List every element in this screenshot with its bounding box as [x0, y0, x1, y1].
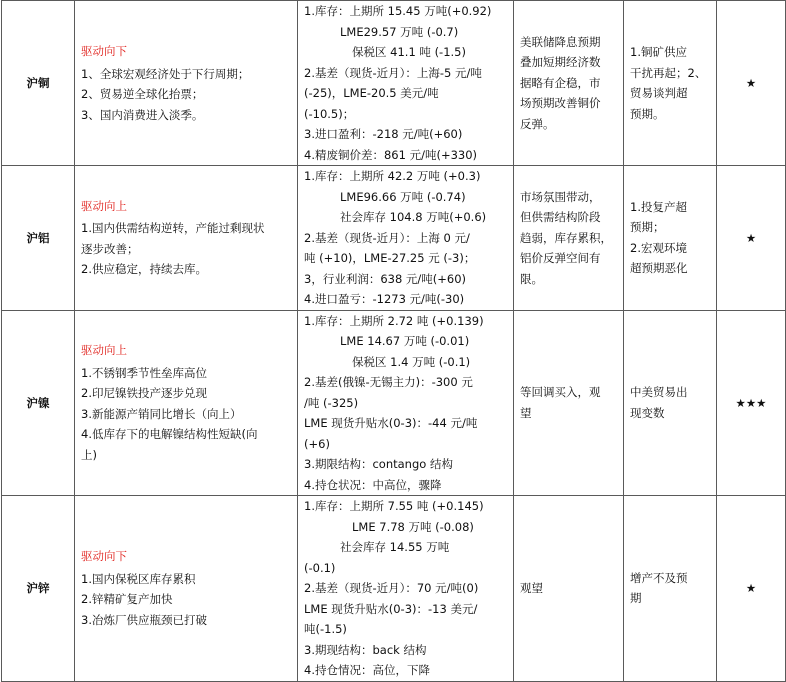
- fundamental-line: 1.库存：上期所 42.2 万吨 (+0.3): [304, 169, 481, 183]
- view-line: 美联储降息预期: [520, 34, 601, 49]
- table-row-zinc: [2, 496, 786, 682]
- fundamental-line: 2.基差（现货-近月）：上海-5 元/吨: [304, 65, 482, 80]
- driver-item: 3、国内消费进入淡季。: [81, 107, 204, 122]
- risk-line: 2.宏观环境: [630, 240, 687, 255]
- fundamental-line: 2.基差(俄镍-无锡主力)：-300 元: [304, 375, 473, 389]
- fundamental-line: 4.精废铜价差：861 元/吨(+330): [304, 147, 478, 162]
- fundamental-line: 社会库存 104.8 万吨(+0.6): [340, 210, 487, 224]
- rating-stars: ★: [717, 1, 786, 166]
- risk-line: 期: [630, 591, 642, 606]
- fundamental-line: LME 现货升贴水(0-3)：-13 美元/: [304, 601, 478, 616]
- fundamental-line: LME96.66 万吨 (-0.74): [340, 189, 466, 204]
- fundamental-line: 1.库存：上期所 7.55 吨 (+0.145): [304, 499, 484, 513]
- fundamental-line: 1.库存：上期所 15.45 万吨(+0.92): [304, 4, 492, 18]
- risk-line: 中美贸易出: [630, 385, 688, 400]
- view-line: 市场氛围带动，: [520, 189, 601, 204]
- fundamental-line: 吨 (+10)，LME-27.25 元 (-3)；: [304, 251, 476, 265]
- view-cell: [514, 496, 624, 682]
- driver-item: 3.冶炼厂供应瓶颈已打破: [81, 612, 207, 627]
- risk-line: 增产不及预: [630, 570, 688, 585]
- view-line: 但供需结构阶段: [520, 210, 601, 224]
- view-cell: [514, 310, 624, 496]
- risk-cell: [624, 310, 717, 496]
- fundamental-line: (+6): [304, 436, 330, 451]
- commodity-name: 沪锌: [2, 496, 75, 682]
- table-row-aluminum: [2, 166, 786, 311]
- fundamentals-cell: [298, 166, 514, 311]
- driver-item: 2、贸易逆全球化抬票；: [81, 87, 204, 101]
- fundamental-line: 3.期限结构：contango 结构: [304, 457, 453, 471]
- risk-line: 干扰再起；2、: [630, 65, 707, 80]
- view-line: 等回调买入，观: [520, 385, 601, 400]
- driver-item: 4.低库存下的电解镍结构性短缺(向: [81, 427, 258, 442]
- fundamental-line: (-25)，LME-20.5 美元/吨: [304, 86, 439, 100]
- fundamental-line: 保税区 1.4 万吨 (-0.1): [352, 354, 471, 369]
- risk-line: 1.铜矿供应: [630, 45, 687, 59]
- fundamental-line: 1.库存：上期所 2.72 吨 (+0.139): [304, 313, 484, 328]
- driver-direction: 驱动向下: [81, 44, 127, 58]
- risk-cell: [624, 496, 717, 682]
- driver-direction: 驱动向上: [81, 343, 127, 358]
- rating-stars: ★: [717, 496, 786, 682]
- driver-item: 1、全球宏观经济处于下行周期；: [81, 66, 250, 81]
- commodity-name: 沪铝: [2, 166, 75, 311]
- fundamental-line: 3.进口盈利：-218 元/吨(+60): [304, 127, 463, 141]
- table-row-nickel: [2, 310, 786, 496]
- fundamental-line: 4.持仓情况：高位，下降: [304, 663, 430, 677]
- fundamental-line: LME 现货升贴水(0-3)：-44 元/吨: [304, 416, 478, 430]
- risk-line: 1.投复产超: [630, 199, 687, 214]
- risk-line: 现变数: [630, 405, 665, 420]
- risk-line: 预期。: [630, 106, 665, 121]
- driver-item: 1.国内保税区库存累积: [81, 571, 196, 586]
- driver-direction: 驱动向下: [81, 549, 127, 564]
- fundamental-line: 2.基差（现货-近月）：上海 0 元/: [304, 230, 470, 245]
- driver-cell: [75, 310, 298, 496]
- fundamental-line: LME29.57 万吨 (-0.7): [340, 24, 459, 39]
- driver-item: 2.供应稳定，持续去库。: [81, 262, 207, 277]
- driver-cell: [75, 166, 298, 311]
- commodity-table: [1, 0, 786, 682]
- view-line: 据略有企稳，市: [520, 75, 601, 90]
- view-cell: [514, 1, 624, 166]
- view-line: 观望: [520, 581, 543, 595]
- commodity-name: 沪镍: [2, 310, 75, 496]
- fundamental-line: 保税区 41.1 吨 (-1.5): [352, 45, 466, 59]
- risk-cell: [624, 166, 717, 311]
- fundamentals-cell: [298, 496, 514, 682]
- driver-direction: 驱动向上: [81, 198, 127, 213]
- driver-item: 1.国内供需结构逆转，产能过剩现状: [81, 221, 265, 236]
- driver-cell: [75, 1, 298, 166]
- fundamental-line: 吨(-1.5): [304, 622, 347, 636]
- table-row-copper: [2, 1, 786, 166]
- driver-item: 2.锌精矿复产加快: [81, 592, 173, 607]
- view-cell: [514, 166, 624, 311]
- risk-line: 贸易谈判超: [630, 86, 688, 100]
- view-line: 叠加短期经济数: [520, 55, 601, 70]
- rating-stars: ★: [717, 166, 786, 311]
- fundamental-line: 社会库存 14.55 万吨: [340, 540, 450, 554]
- risk-line: 预期；: [630, 220, 665, 235]
- fundamental-line: LME 14.67 万吨 (-0.01): [340, 334, 470, 348]
- commodity-name: 沪铜: [2, 1, 75, 166]
- risk-cell: [624, 1, 717, 166]
- fundamental-line: LME 7.78 万吨 (-0.08): [352, 519, 474, 534]
- risk-line: 超预期恶化: [630, 261, 688, 276]
- fundamental-line: /吨 (-325): [304, 395, 359, 410]
- fundamental-line: 3.期现结构：back 结构: [304, 642, 427, 657]
- fundamental-line: 2.基差（现货-近月）：70 元/吨(0): [304, 581, 479, 595]
- driver-item: 3.新能源产销同比增长（向上）: [81, 406, 242, 421]
- fundamental-line: 4.进口盈亏：-1273 元/吨(-30): [304, 292, 465, 306]
- driver-item: 1.不锈钢季节性垒库高位: [81, 365, 207, 380]
- driver-item: 逐步改善；: [81, 241, 139, 256]
- view-line: 场预期改善铜价: [520, 96, 601, 111]
- driver-cell: [75, 496, 298, 682]
- fundamental-line: 4.持仓状况：中高位，骤降: [304, 477, 442, 492]
- driver-item: 2.印尼镍铁投产逐步兑现: [81, 386, 207, 401]
- fundamental-line: (-0.1): [304, 560, 336, 575]
- fundamental-line: (-10.5)；: [304, 106, 355, 121]
- fundamental-line: 3，行业利润：638 元/吨(+60): [304, 271, 467, 286]
- view-line: 反弹。: [520, 116, 555, 131]
- view-line: 铝价反弹空间有: [520, 251, 601, 265]
- view-line: 望: [520, 405, 532, 420]
- fundamentals-cell: [298, 1, 514, 166]
- view-line: 趋弱，库存累积，: [520, 230, 612, 245]
- rating-stars: ★★★: [717, 310, 786, 496]
- view-line: 限。: [520, 271, 543, 286]
- driver-item: 上): [81, 447, 97, 462]
- fundamentals-cell: [298, 310, 514, 496]
